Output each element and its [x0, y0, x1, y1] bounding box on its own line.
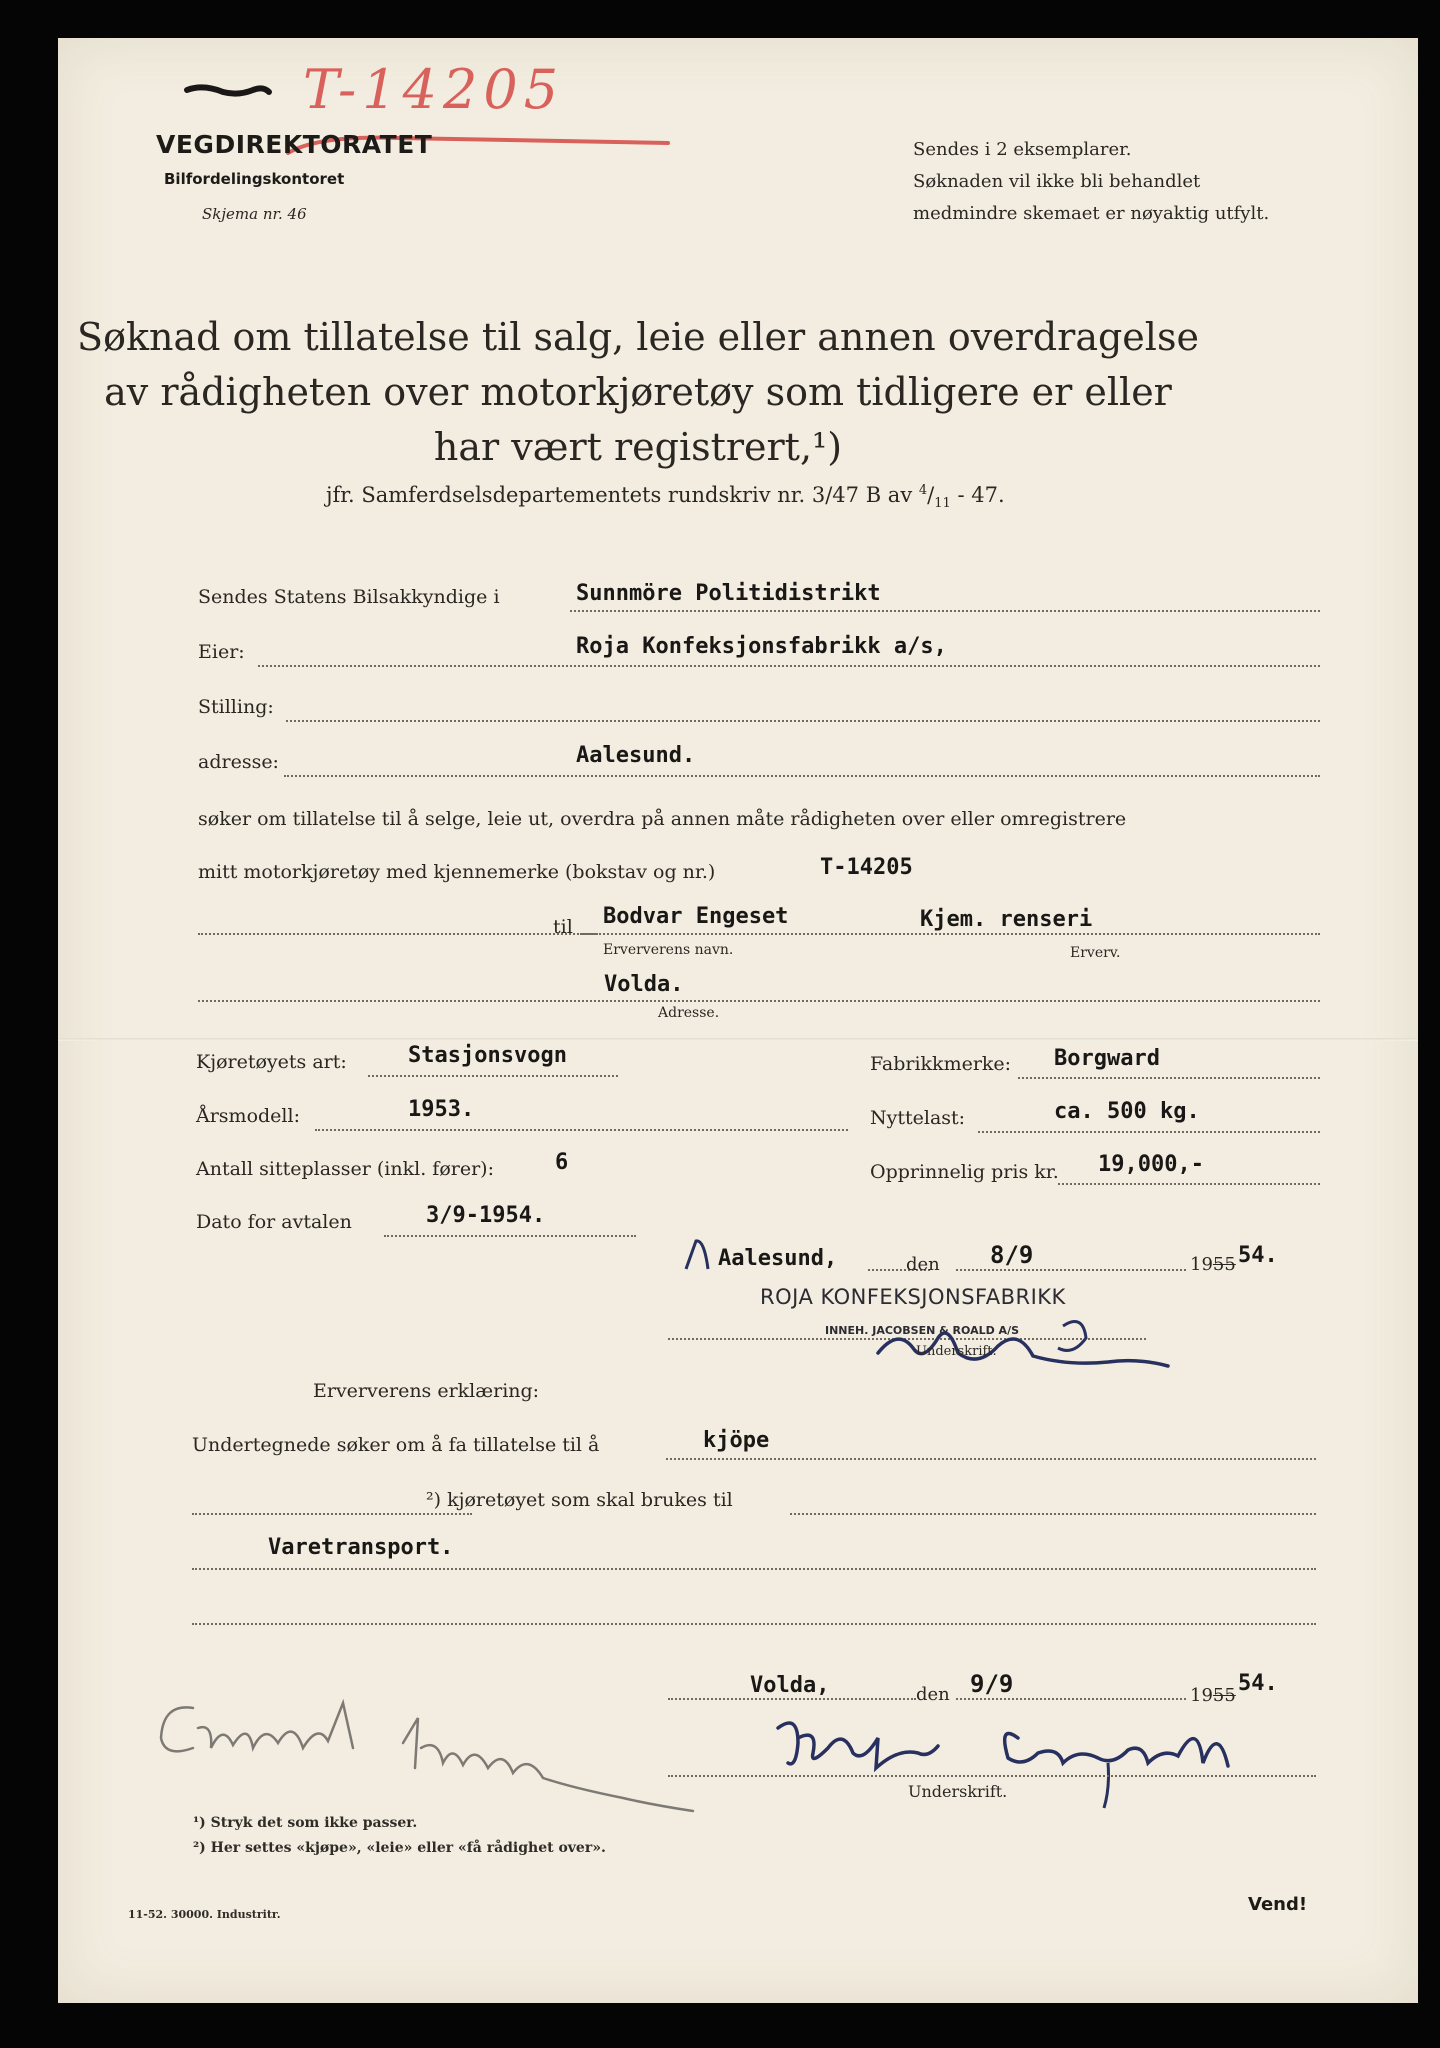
request-text-line2: mitt motorkjøretøy med kjennemerke (bokstav og nr.): [198, 861, 716, 883]
agreement-date-value: 3/9-1954.: [426, 1203, 546, 1228]
acquirer-date-line: [956, 1698, 1186, 1700]
vehicle-type-value: Stasjonsvogn: [408, 1043, 567, 1068]
title-line: har vært registrert,¹): [433, 425, 843, 469]
payload-label: Nyttelast:: [870, 1107, 966, 1129]
acquirer-line-left: [198, 933, 598, 935]
acquirer-year-century: 19: [1190, 1685, 1213, 1706]
declaration-line1-value: kjöpe: [703, 1428, 770, 1453]
price-value: 19,000,-: [1098, 1152, 1204, 1177]
reference-date-num: 4: [918, 483, 928, 498]
acquirer-year-value: 54.: [1238, 1671, 1278, 1696]
footnote-2: ²) Her settes «kjøpe», «leie» eller «få rådighet over».: [193, 1840, 606, 1856]
payload-line: [978, 1131, 1320, 1133]
office-name: Bilfordelingskontoret: [164, 170, 345, 188]
make-line: [1018, 1077, 1320, 1079]
seller-date-line: [956, 1269, 1186, 1271]
owner-value: Roja Konfeksjonsfabrikk a/s,: [576, 634, 947, 659]
plate-value: T-14205: [820, 855, 913, 880]
send-to-line: [570, 610, 1320, 612]
make-value: Borgward: [1054, 1046, 1160, 1071]
company-stamp-name: ROJA KONFEKSJONSFABRIKK: [760, 1285, 1066, 1309]
turn-over-note: Vend!: [1248, 1894, 1308, 1915]
seller-den-label: den: [906, 1254, 940, 1275]
declaration-line4: [192, 1623, 1316, 1625]
payload-value: ca. 500 kg.: [1054, 1099, 1200, 1124]
declaration-line2-left: [192, 1513, 472, 1515]
seller-signature-scribble: [868, 1308, 1188, 1378]
acquirer-year-prefix: [1190, 1685, 1236, 1706]
acquirer-signature-scribble: [758, 1708, 1318, 1818]
title-line: Søknad om tillatelse til salg, leie eller annen overdragelse: [77, 315, 1199, 359]
acquirer-trade-label: Erverv.: [1070, 945, 1121, 961]
seats-value: 6: [555, 1150, 569, 1175]
acquirer-signature-line: [668, 1775, 1316, 1777]
seller-year-prefix: [1190, 1254, 1236, 1275]
declaration-line2-right: [790, 1513, 1316, 1515]
seller-date-value: 8/9: [990, 1241, 1034, 1269]
address-line: [284, 775, 1320, 777]
address-value: Aalesund.: [576, 743, 696, 768]
seller-place-value: Aalesund,: [718, 1246, 838, 1271]
title-line: av rådigheten over motorkjøretøy som tidligere er eller: [104, 370, 1172, 414]
red-registration-number: T-14205: [303, 58, 565, 121]
owner-line: [258, 665, 1320, 667]
org-name: VEGDIREKTORATET: [156, 130, 433, 159]
declaration-line3-value: Varetransport.: [268, 1535, 454, 1560]
price-label: Opprinnelig pris kr.: [870, 1161, 1059, 1183]
acquirer-signature-label: Underskrift.: [908, 1782, 1008, 1801]
seller-signature-label: Underskrift.: [916, 1344, 997, 1359]
company-stamp-owners: INNEH. JACOBSEN & ROALD A/S: [825, 1324, 1020, 1337]
ink-mark-icon: [183, 68, 273, 108]
declaration-heading: Erververens erklæring:: [313, 1380, 540, 1402]
printer-mark: 11-52. 30000. Industritr.: [128, 1908, 281, 1921]
notice-line: medmindre skemaet er nøyaktig utfylt.: [913, 203, 1270, 224]
ink-tick-icon: [678, 1235, 718, 1275]
seller-year-century: 19: [1190, 1254, 1213, 1275]
seats-label: Antall sitteplasser (inkl. fører):: [196, 1158, 494, 1180]
declaration-line1-line: [666, 1458, 1316, 1460]
acquirer-place-value: Volda,: [750, 1673, 830, 1698]
notice-line: Sendes i 2 eksemplarer.: [913, 139, 1132, 160]
acquirer-trade-value: Kjem. renseri: [920, 907, 1093, 932]
footnote-1: ¹) Stryk det som ikke passer.: [193, 1815, 418, 1831]
seller-year-printed: 55: [1212, 1254, 1236, 1275]
seller-year-value: 54.: [1238, 1243, 1278, 1268]
acquirer-address-label: Adresse.: [658, 1005, 720, 1021]
agreement-date-label: Dato for avtalen: [196, 1211, 352, 1233]
send-to-value: Sunnmöre Politidistrikt: [576, 581, 881, 606]
position-label: Stilling:: [198, 696, 274, 718]
declaration-line3: [192, 1568, 1316, 1570]
acquirer-name-label: Erververens navn.: [603, 942, 734, 958]
declaration-line2-label: ²) kjøretøyet som skal brukes til: [426, 1489, 733, 1511]
notice-block: [913, 134, 1269, 230]
owner-label: Eier:: [198, 641, 245, 663]
model-year-label: Årsmodell:: [196, 1105, 300, 1127]
acquirer-date-value: 9/9: [970, 1670, 1014, 1698]
form-page: [58, 38, 1418, 2003]
model-year-line: [315, 1129, 848, 1131]
address-label: adresse:: [198, 751, 279, 773]
paper-fold-line: [58, 1038, 1418, 1041]
send-to-label: Sendes Statens Bilsakkyndige i: [198, 586, 500, 608]
form-number: Skjema nr. 46: [202, 205, 307, 223]
title-reference: jfr. Samferdselsdepartementets rundskriv nr. 3/47 B av $^4/_{11} - 47$.: [326, 483, 1005, 512]
to-label: til: [553, 916, 573, 938]
vehicle-type-label: Kjøretøyets art:: [196, 1051, 347, 1073]
reference-date-den: 11: [934, 496, 951, 512]
acquirer-address-value: Volda.: [604, 972, 684, 997]
form-title: [58, 310, 1218, 475]
acquirer-address-line: [198, 1000, 1320, 1002]
agreement-date-line: [384, 1235, 636, 1237]
vehicle-type-line: [368, 1075, 618, 1077]
acquirer-year-printed: 55: [1212, 1685, 1236, 1706]
make-label: Fabrikkmerke:: [870, 1053, 1012, 1075]
price-line: [1058, 1183, 1320, 1185]
request-text-line1: søker om tillatelse til å selge, leie ut, overdra på annen måte rådigheten over eller omregistrere: [198, 808, 1127, 830]
position-line: [286, 720, 1320, 722]
declaration-line1-label: Undertegnede søker om å fa tillatelse til å: [192, 1434, 600, 1456]
acquirer-name-line: [580, 933, 1320, 935]
notice-line: Søknaden vil ikke bli behandlet: [913, 171, 1201, 192]
acquirer-den-label: den: [916, 1684, 950, 1705]
model-year-value: 1953.: [408, 1097, 475, 1122]
reference-suffix: - 47.: [950, 483, 1005, 507]
reference-prefix: jfr. Samferdselsdepartementets rundskriv nr. 3/47 B av: [326, 483, 919, 507]
acquirer-name-value: Bodvar Engeset: [603, 904, 789, 929]
